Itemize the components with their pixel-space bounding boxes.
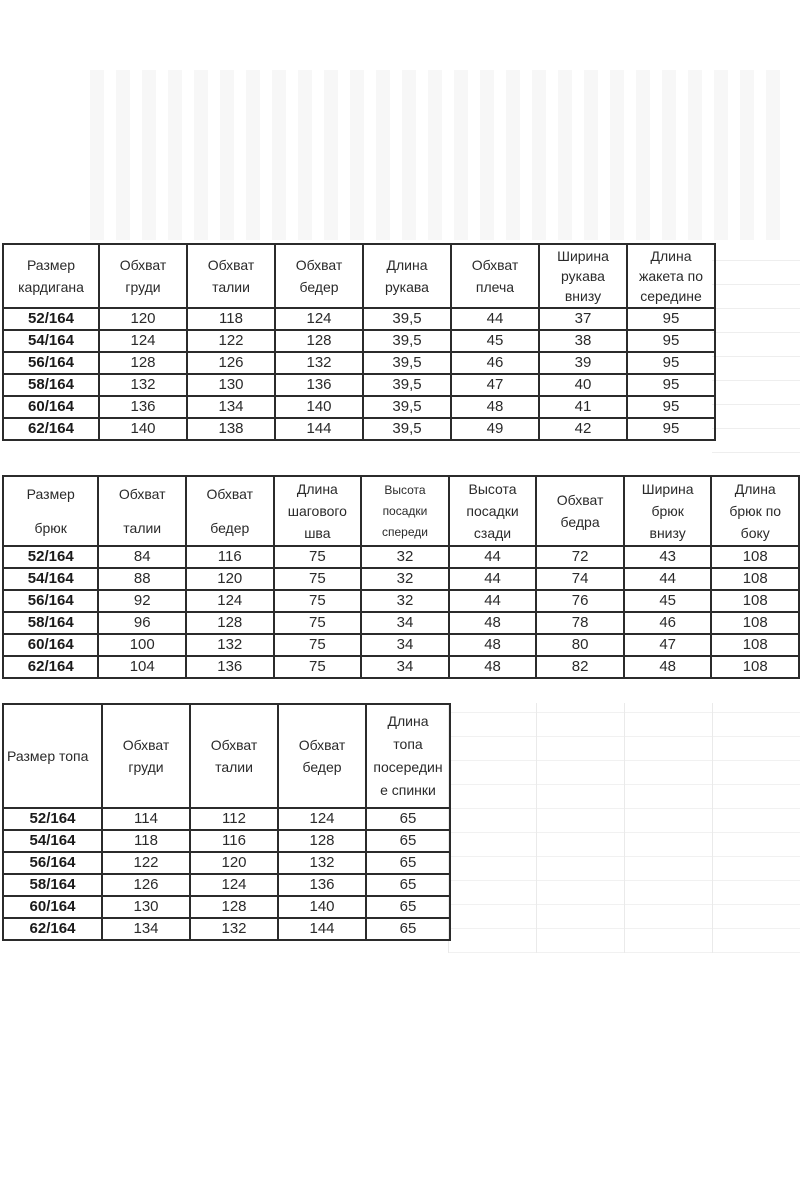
value-cell: 46: [451, 352, 539, 374]
value-cell: 108: [711, 546, 799, 568]
value-cell: 48: [624, 656, 712, 678]
size-cell: 52/164: [3, 546, 98, 568]
trousers-size-table: [2, 475, 800, 679]
value-cell: 128: [278, 830, 366, 852]
header-line: Длина: [734, 481, 776, 497]
value-cell: 126: [102, 874, 190, 896]
value-cell: 41: [539, 396, 627, 418]
table-row: [3, 918, 450, 940]
value-cell: 136: [275, 374, 363, 396]
header-line: Размер: [26, 257, 76, 273]
value-cell: 124: [190, 874, 278, 896]
value-cell: 75: [274, 568, 362, 590]
value-cell: 124: [186, 590, 274, 612]
value-cell: 65: [366, 808, 450, 830]
value-cell: 49: [451, 418, 539, 440]
value-cell: 44: [624, 568, 712, 590]
header-line: спереди: [381, 524, 428, 539]
cardigan-size-table: [2, 243, 716, 441]
header-line: брюк по: [729, 503, 782, 519]
header-line: рукава: [561, 268, 605, 284]
value-cell: 39,5: [363, 374, 451, 396]
header-line: Высота: [384, 482, 426, 497]
header-line: Ширина: [641, 481, 694, 497]
header-cell: [361, 476, 449, 546]
value-cell: 88: [98, 568, 186, 590]
value-cell: 112: [190, 808, 278, 830]
value-cell: 65: [366, 874, 450, 896]
value-cell: 38: [539, 330, 627, 352]
header-line: Ширина: [557, 248, 609, 264]
size-cell: 60/164: [3, 396, 99, 418]
value-cell: 108: [711, 568, 799, 590]
header-line: брюк: [34, 520, 67, 536]
spreadsheet-gridlines-right: [712, 243, 800, 453]
header-line: Обхват: [210, 737, 258, 753]
size-cell: 52/164: [3, 808, 102, 830]
value-cell: 78: [536, 612, 624, 634]
value-cell: 32: [361, 568, 449, 590]
header-line: груди: [125, 279, 161, 295]
value-cell: 65: [366, 852, 450, 874]
header-line: бедер: [302, 759, 342, 775]
header-line: бедер: [210, 520, 250, 536]
header-line: Размер топа: [7, 748, 89, 764]
value-cell: 96: [98, 612, 186, 634]
value-cell: 47: [451, 374, 539, 396]
size-cell: 60/164: [3, 896, 102, 918]
value-cell: 34: [361, 612, 449, 634]
value-cell: 122: [102, 852, 190, 874]
value-cell: 34: [361, 634, 449, 656]
header-cell: [278, 704, 366, 808]
table-row: [3, 656, 799, 678]
header-cell: [624, 476, 712, 546]
value-cell: 92: [98, 590, 186, 612]
header-line: сзади: [473, 525, 512, 541]
header-line: бедра: [560, 514, 600, 530]
header-line: Обхват: [207, 257, 255, 273]
value-cell: 75: [274, 546, 362, 568]
value-cell: 39,5: [363, 308, 451, 330]
value-cell: 140: [278, 896, 366, 918]
header-line: талии: [215, 759, 253, 775]
size-cell: 54/164: [3, 830, 102, 852]
header-cell: [449, 476, 537, 546]
value-cell: 95: [627, 308, 715, 330]
value-cell: 45: [624, 590, 712, 612]
header-line: груди: [128, 759, 164, 775]
value-cell: 104: [98, 656, 186, 678]
header-cell: [186, 476, 274, 546]
value-cell: 82: [536, 656, 624, 678]
value-cell: 114: [102, 808, 190, 830]
value-cell: 44: [449, 568, 537, 590]
header-line: кардигана: [18, 279, 84, 295]
value-cell: 132: [278, 852, 366, 874]
header-line: посадки: [466, 503, 519, 519]
table-row: [3, 896, 450, 918]
value-cell: 124: [278, 808, 366, 830]
value-cell: 144: [275, 418, 363, 440]
header-line: Обхват: [556, 492, 604, 508]
value-cell: 120: [99, 308, 187, 330]
spreadsheet-gridlines-empty: [448, 703, 800, 953]
value-cell: 32: [361, 590, 449, 612]
table-row: [3, 330, 715, 352]
header-line: топа: [393, 736, 423, 752]
value-cell: 45: [451, 330, 539, 352]
value-cell: 134: [102, 918, 190, 940]
header-line: посадки: [382, 503, 428, 518]
table-row: [3, 308, 715, 330]
value-cell: 124: [99, 330, 187, 352]
header-line: Обхват: [471, 257, 519, 273]
value-cell: 95: [627, 352, 715, 374]
table-row: [3, 418, 715, 440]
value-cell: 34: [361, 656, 449, 678]
table-row: [3, 374, 715, 396]
header-cell: [711, 476, 799, 546]
size-cell: 52/164: [3, 308, 99, 330]
header-line: Обхват: [206, 486, 254, 502]
header-cell: [102, 704, 190, 808]
value-cell: 48: [449, 656, 537, 678]
header-cell: [3, 244, 99, 308]
table-row: [3, 874, 450, 896]
header-line: Обхват: [118, 486, 166, 502]
header-cell: [451, 244, 539, 308]
top-size-table: [2, 703, 451, 941]
table-row: [3, 634, 799, 656]
value-cell: 118: [187, 308, 275, 330]
value-cell: 108: [711, 590, 799, 612]
size-cell: 58/164: [3, 612, 98, 634]
value-cell: 32: [361, 546, 449, 568]
size-cell: 56/164: [3, 352, 99, 374]
value-cell: 136: [99, 396, 187, 418]
header-cell: [274, 476, 362, 546]
header-cell: [536, 476, 624, 546]
header-line: брюк: [651, 503, 684, 519]
size-cell: 56/164: [3, 852, 102, 874]
header-line: е спинки: [380, 782, 436, 798]
value-cell: 132: [186, 634, 274, 656]
header-row: [3, 704, 450, 808]
value-cell: 43: [624, 546, 712, 568]
header-line: Длина: [296, 481, 338, 497]
value-cell: 130: [187, 374, 275, 396]
value-cell: 40: [539, 374, 627, 396]
value-cell: 47: [624, 634, 712, 656]
value-cell: 116: [186, 546, 274, 568]
value-cell: 48: [449, 612, 537, 634]
value-cell: 128: [190, 896, 278, 918]
size-cell: 58/164: [3, 874, 102, 896]
value-cell: 65: [366, 896, 450, 918]
header-line: Обхват: [298, 737, 346, 753]
header-line: шва: [304, 525, 331, 541]
size-cell: 62/164: [3, 918, 102, 940]
value-cell: 75: [274, 634, 362, 656]
value-cell: 132: [99, 374, 187, 396]
value-cell: 44: [451, 308, 539, 330]
header-line: Размер: [26, 486, 75, 502]
table-row: [3, 590, 799, 612]
size-cell: 58/164: [3, 374, 99, 396]
table-row: [3, 396, 715, 418]
table-row: [3, 852, 450, 874]
header-cell: [275, 244, 363, 308]
value-cell: 65: [366, 918, 450, 940]
header-line: внизу: [649, 525, 686, 541]
value-cell: 44: [449, 546, 537, 568]
value-cell: 39: [539, 352, 627, 374]
value-cell: 37: [539, 308, 627, 330]
header-line: жакета по: [638, 268, 704, 284]
header-line: середине: [640, 288, 702, 304]
header-line: Длина: [386, 257, 428, 273]
value-cell: 132: [275, 352, 363, 374]
table-row: [3, 546, 799, 568]
faded-background-text: [90, 70, 780, 240]
header-line: Длина: [650, 248, 692, 264]
value-cell: 120: [186, 568, 274, 590]
header-line: талии: [212, 279, 250, 295]
size-cell: 62/164: [3, 418, 99, 440]
size-cell: 62/164: [3, 656, 98, 678]
value-cell: 108: [711, 656, 799, 678]
header-line: Высота: [468, 481, 517, 497]
value-cell: 95: [627, 374, 715, 396]
value-cell: 42: [539, 418, 627, 440]
value-cell: 138: [187, 418, 275, 440]
header-cell: [539, 244, 627, 308]
value-cell: 128: [99, 352, 187, 374]
header-cell: [99, 244, 187, 308]
value-cell: 136: [186, 656, 274, 678]
value-cell: 132: [190, 918, 278, 940]
header-line: рукава: [385, 279, 429, 295]
value-cell: 39,5: [363, 330, 451, 352]
table-row: [3, 612, 799, 634]
header-cell: [190, 704, 278, 808]
header-line: боку: [740, 525, 770, 541]
value-cell: 124: [275, 308, 363, 330]
header-line: Обхват: [122, 737, 170, 753]
value-cell: 136: [278, 874, 366, 896]
header-line: внизу: [564, 288, 602, 304]
value-cell: 144: [278, 918, 366, 940]
value-cell: 75: [274, 656, 362, 678]
value-cell: 74: [536, 568, 624, 590]
header-line: плеча: [475, 279, 515, 295]
value-cell: 39,5: [363, 418, 451, 440]
header-line: бедер: [299, 279, 339, 295]
value-cell: 48: [449, 634, 537, 656]
value-cell: 140: [99, 418, 187, 440]
value-cell: 84: [98, 546, 186, 568]
value-cell: 65: [366, 830, 450, 852]
header-cell: [98, 476, 186, 546]
header-cell: [3, 704, 102, 808]
value-cell: 118: [102, 830, 190, 852]
header-line: талии: [123, 520, 162, 536]
header-cell: [363, 244, 451, 308]
size-cell: 54/164: [3, 568, 98, 590]
header-line: шагового: [287, 503, 347, 519]
value-cell: 128: [186, 612, 274, 634]
size-cell: 60/164: [3, 634, 98, 656]
size-cell: 54/164: [3, 330, 99, 352]
value-cell: 46: [624, 612, 712, 634]
value-cell: 95: [627, 396, 715, 418]
size-cell: 56/164: [3, 590, 98, 612]
table-row: [3, 808, 450, 830]
table-row: [3, 830, 450, 852]
value-cell: 72: [536, 546, 624, 568]
value-cell: 95: [627, 330, 715, 352]
value-cell: 116: [190, 830, 278, 852]
header-row: [3, 476, 799, 546]
value-cell: 108: [711, 634, 799, 656]
header-line: Длина: [387, 713, 429, 729]
value-cell: 75: [274, 612, 362, 634]
value-cell: 126: [187, 352, 275, 374]
table-row: [3, 352, 715, 374]
value-cell: 100: [98, 634, 186, 656]
value-cell: 134: [187, 396, 275, 418]
value-cell: 128: [275, 330, 363, 352]
value-cell: 122: [187, 330, 275, 352]
value-cell: 48: [451, 396, 539, 418]
value-cell: 39,5: [363, 352, 451, 374]
table-row: [3, 568, 799, 590]
value-cell: 80: [536, 634, 624, 656]
value-cell: 120: [190, 852, 278, 874]
header-cell: [627, 244, 715, 308]
value-cell: 130: [102, 896, 190, 918]
header-row: [3, 244, 715, 308]
header-cell: [187, 244, 275, 308]
header-cell: [3, 476, 98, 546]
value-cell: 39,5: [363, 396, 451, 418]
value-cell: 44: [449, 590, 537, 612]
value-cell: 76: [536, 590, 624, 612]
header-line: посередин: [373, 759, 443, 775]
header-cell: [366, 704, 450, 808]
header-line: Обхват: [295, 257, 343, 273]
value-cell: 95: [627, 418, 715, 440]
header-line: Обхват: [119, 257, 167, 273]
value-cell: 108: [711, 612, 799, 634]
value-cell: 140: [275, 396, 363, 418]
value-cell: 75: [274, 590, 362, 612]
